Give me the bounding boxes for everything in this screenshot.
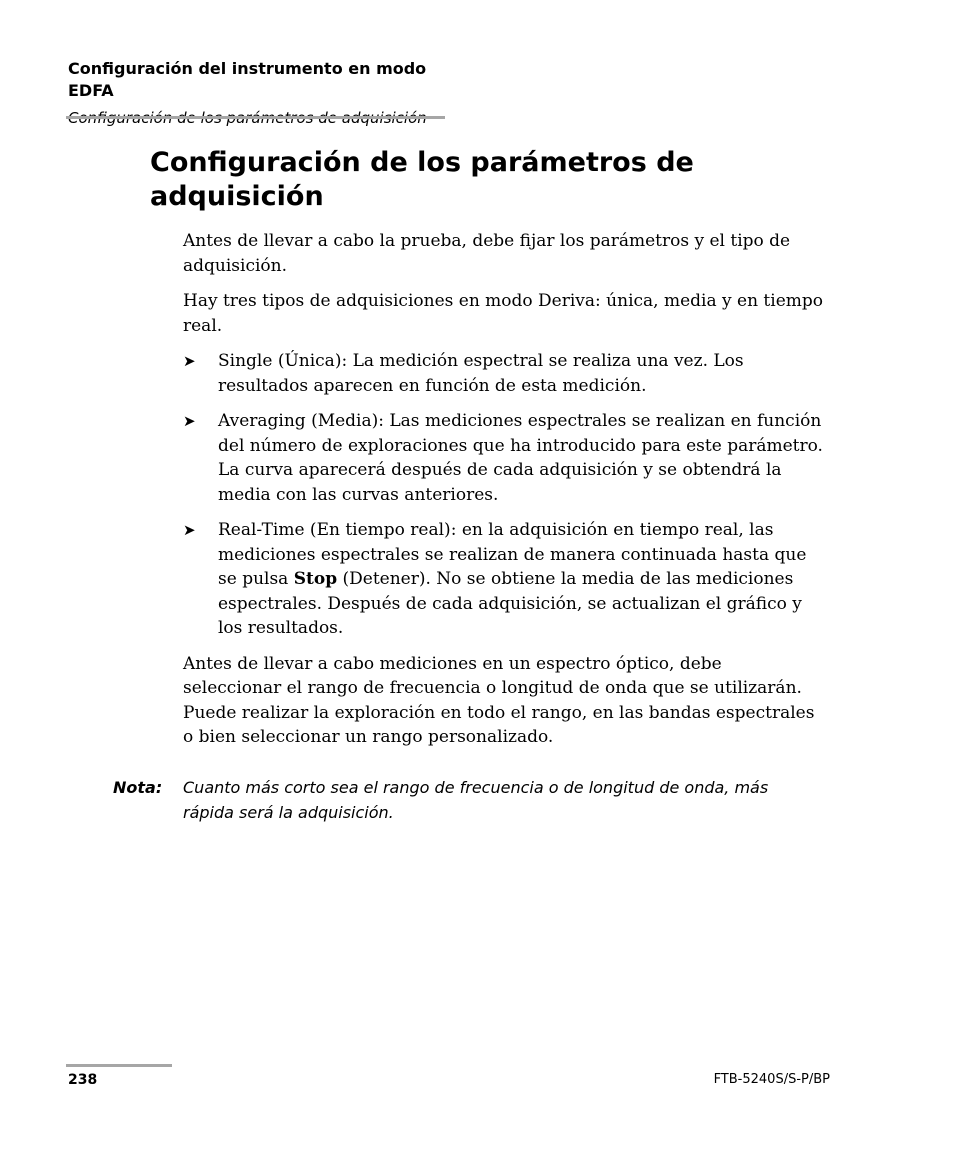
header-rule	[66, 116, 445, 119]
arrow-bullet-icon: ➤	[183, 352, 196, 370]
bullet-text: Single (Única): La medición espectral se realiza una vez. Los resultados aparecen en función de esta medición.	[218, 351, 744, 396]
note-label: Nota:	[113, 778, 163, 797]
page-title: Configuración de los parámetros de adquisición	[150, 147, 694, 212]
note-text: Cuanto más corto sea el rango de frecuencia o de longitud de onda, más rápida será la adquisición.	[183, 778, 769, 822]
bullet-text-after: (Detener). No se obtiene la media de las mediciones espectrales. Después de cada adquisición, se actualizan el gráfico y los resultados.	[218, 569, 802, 638]
bullet-text: Averaging (Media): Las mediciones espectrales se realizan en función del número de exploraciones que ha introducido para este parámetro. La curva aparecerá después de cada adquisición y se obtendrá la media con las curvas anteriores.	[218, 411, 823, 505]
intro-paragraph: Antes de llevar a cabo la prueba, debe fijar los parámetros y el tipo de adquisición.	[183, 231, 791, 276]
arrow-bullet-icon: ➤	[183, 412, 196, 430]
stop-keyword: Stop	[293, 569, 338, 589]
body-content	[183, 229, 823, 761]
chapter-title: Configuración del instrumento en modo EDFA	[68, 59, 427, 100]
range-paragraph: Antes de llevar a cabo mediciones en un espectro óptico, debe seleccionar el rango de frecuencia o longitud de onda que se utilizarán. Puede realizar la exploración en todo el rango, en las bandas espectrales o bien seleccionar un rango personalizado.	[183, 653, 815, 747]
bullet-real-time	[183, 518, 823, 641]
note-block	[113, 776, 833, 825]
page-number: 238	[68, 1072, 98, 1088]
arrow-bullet-icon: ➤	[183, 521, 196, 539]
types-paragraph: Hay tres tipos de adquisiciones en modo Deriva: única, media y en tiempo real.	[183, 291, 823, 336]
bullet-text-before: Real-Time (En tiempo real): en la adquisición en tiempo real, las mediciones espectrales se realizan de manera continuada hasta que se pulsa	[218, 520, 807, 589]
footer-rule	[66, 1064, 172, 1067]
bullet-single	[183, 349, 823, 398]
product-code: FTB-5240S/S-P/BP	[713, 1072, 830, 1087]
bullet-averaging	[183, 409, 823, 507]
